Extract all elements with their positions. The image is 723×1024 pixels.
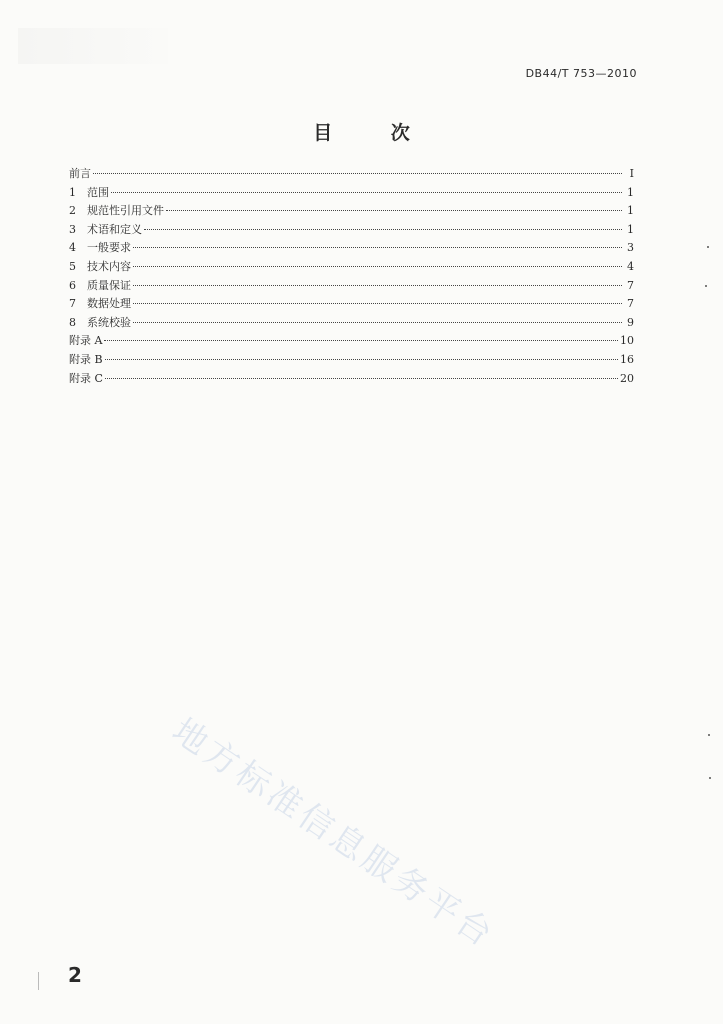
toc-entry-page: 16 <box>620 352 634 366</box>
toc-entry[interactable] <box>69 370 634 389</box>
toc-leader-dots <box>105 359 618 360</box>
watermark: 地方标准信息服务平台 <box>164 710 503 957</box>
page-title: 目 次 <box>313 122 436 144</box>
toc-leader-dots <box>133 303 622 304</box>
toc-entry-page: 20 <box>620 371 634 385</box>
toc-entry-label: 质量保证 <box>87 278 131 292</box>
toc-entry-label: 系统校验 <box>87 315 131 329</box>
toc-entry-label: 术语和定义 <box>87 222 142 236</box>
scan-speck <box>707 246 709 248</box>
toc-leader-dots <box>105 378 618 379</box>
standard-code: DB44/T 753—2010 <box>525 67 637 80</box>
toc-leader-dots <box>104 340 618 341</box>
toc-entry-label: 附录 B <box>69 352 103 366</box>
toc-entry-number: 3 <box>69 222 76 236</box>
toc-entry-page: 1 <box>627 185 634 199</box>
toc-entry[interactable] <box>69 165 634 184</box>
toc-entry[interactable] <box>69 332 634 351</box>
scan-speck <box>705 285 707 287</box>
toc-entry[interactable] <box>69 239 634 258</box>
toc-entry-label: 前言 <box>69 167 91 180</box>
toc-entry-label: 数据处理 <box>87 297 131 311</box>
toc-leader-dots <box>144 229 622 230</box>
table-of-contents <box>69 165 634 388</box>
toc-entry-number: 8 <box>69 315 76 329</box>
toc-entry[interactable] <box>69 202 634 221</box>
toc-leader-dots <box>133 247 622 248</box>
toc-leader-dots <box>133 285 622 286</box>
toc-entry[interactable] <box>69 351 634 370</box>
scan-speck <box>708 734 710 736</box>
toc-entry-page: 7 <box>627 297 634 311</box>
toc-entry-page: 1 <box>627 204 634 218</box>
toc-entry-page: 7 <box>627 278 634 292</box>
toc-entry-number: 2 <box>69 204 76 218</box>
scan-margin-line <box>38 972 39 990</box>
toc-leader-dots <box>133 266 622 267</box>
toc-entry-page: 10 <box>620 334 634 348</box>
toc-entry[interactable] <box>69 221 634 240</box>
toc-entry-number: 7 <box>69 297 76 311</box>
toc-entry[interactable] <box>69 258 634 277</box>
toc-entry-label: 一般要求 <box>87 241 131 255</box>
toc-entry-page: 4 <box>627 259 634 273</box>
toc-entry-label: 附录 A <box>69 334 103 348</box>
toc-entry-label: 范围 <box>87 185 109 199</box>
toc-entry-label: 附录 C <box>69 371 103 385</box>
toc-entry-number: 5 <box>69 259 76 273</box>
toc-leader-dots <box>166 210 622 211</box>
toc-entry-page: 3 <box>627 241 634 255</box>
scan-speck <box>709 777 711 779</box>
toc-entry-page: I <box>629 167 634 180</box>
toc-leader-dots <box>111 192 622 193</box>
toc-entry-label: 技术内容 <box>87 259 131 273</box>
toc-entry-page: 9 <box>627 315 634 329</box>
toc-entry[interactable] <box>69 184 634 203</box>
toc-leader-dots <box>93 173 622 174</box>
toc-entry-number: 6 <box>69 278 76 292</box>
scan-artifact <box>18 28 168 64</box>
toc-entry-number: 4 <box>69 241 76 255</box>
toc-entry[interactable] <box>69 295 634 314</box>
toc-leader-dots <box>133 322 622 323</box>
page-number: 2 <box>68 963 82 987</box>
toc-entry[interactable] <box>69 314 634 333</box>
toc-entry-page: 1 <box>627 222 634 236</box>
toc-entry-label: 规范性引用文件 <box>87 204 164 218</box>
toc-entry-number: 1 <box>69 185 76 199</box>
toc-entry[interactable] <box>69 277 634 296</box>
